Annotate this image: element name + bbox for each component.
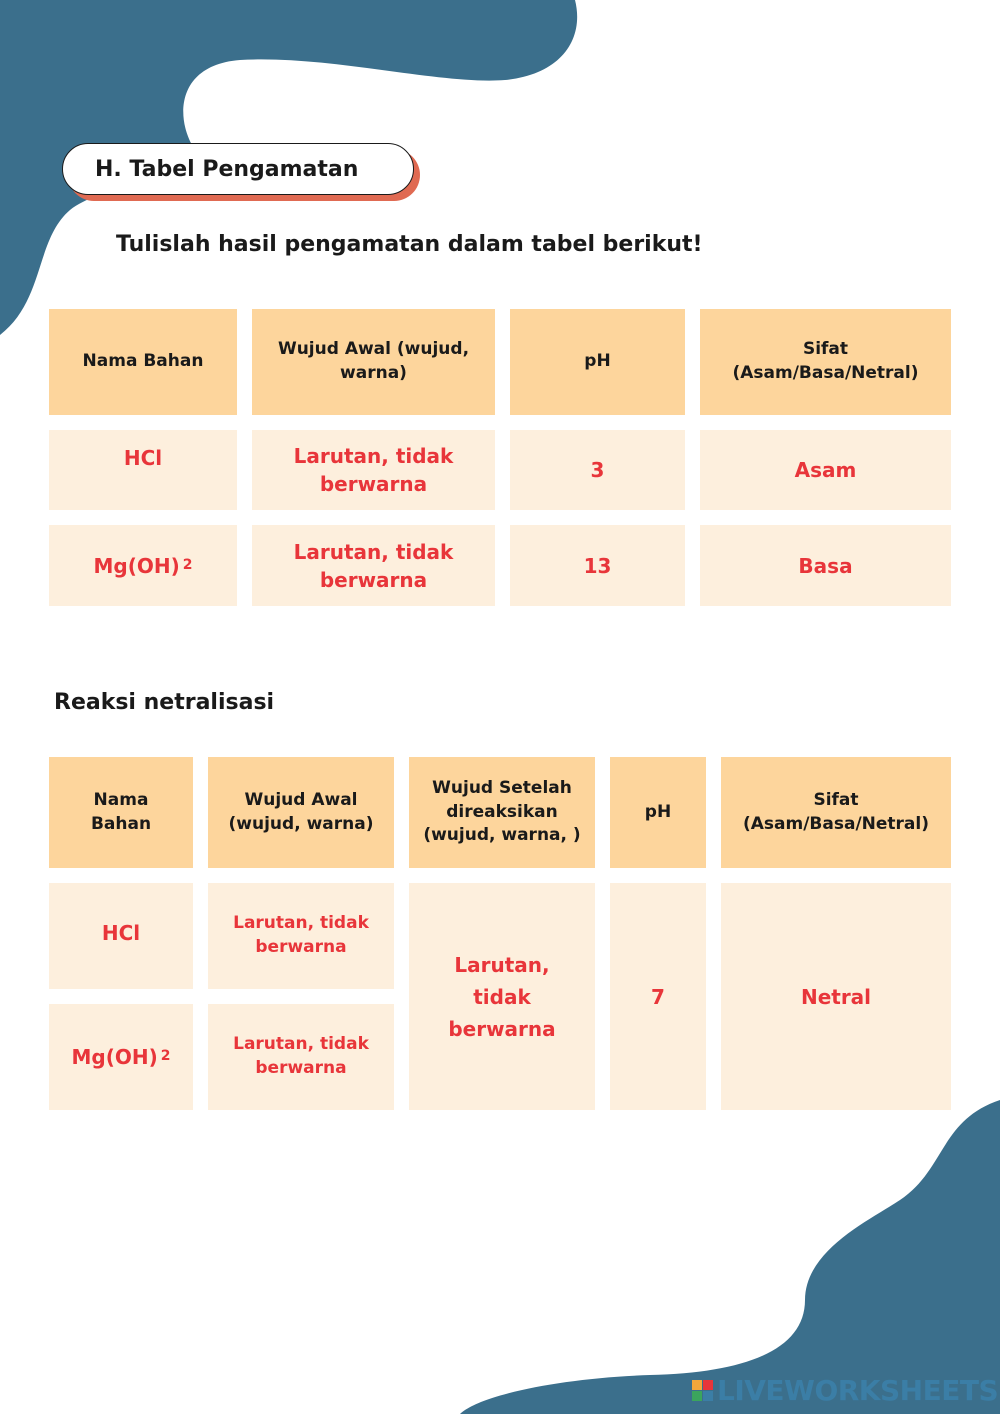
subtitle-reaksi: Reaksi netralisasi xyxy=(54,690,275,715)
cell-ph-hcl: 3 xyxy=(510,430,685,510)
header-wujud-awal: Wujud Awal (wujud, warna) xyxy=(208,757,394,868)
liveworksheets-logo xyxy=(692,1374,998,1407)
formula-text: Mg(OH) xyxy=(71,1045,158,1069)
formula-text: Mg(OH) xyxy=(93,553,180,578)
cell-nama-bahan-hcl xyxy=(49,430,237,510)
section-title: H. Tabel Pengamatan xyxy=(62,143,414,195)
header-sifat: Sifat (Asam/Basa/Netral) xyxy=(721,757,951,868)
cell-ph-merged: 7 xyxy=(610,883,706,1110)
header-ph: pH xyxy=(510,309,685,415)
header-wujud-awal: Wujud Awal (wujud, warna) xyxy=(252,309,495,415)
formula-text: HCl xyxy=(123,446,163,470)
formula-subscript: 2 xyxy=(182,556,193,573)
header-sifat: Sifat (Asam/Basa/Netral) xyxy=(700,309,951,415)
header-nama-bahan: Nama Bahan xyxy=(49,309,237,415)
cell-ph-mgoh2: 13 xyxy=(510,525,685,606)
instruction-text: Tulislah hasil pengamatan dalam tabel berikut! xyxy=(116,232,703,257)
cell-nama-bahan-mgoh2 xyxy=(49,1004,193,1110)
cell-sifat-merged: Netral xyxy=(721,883,951,1110)
logo-text: LIVEWORKSHEETS xyxy=(717,1374,999,1407)
header-wujud-setelah: Wujud Setelah direaksikan (wujud, warna, ) xyxy=(409,757,595,868)
cell-nama-bahan-mgoh2 xyxy=(49,525,237,606)
formula-subscript: 2 xyxy=(160,1048,171,1065)
section-title-pill xyxy=(62,143,416,197)
header-ph: pH xyxy=(610,757,706,868)
liveworksheets-grid-icon xyxy=(692,1380,713,1401)
cell-wujud-setelah-merged: Larutan, tidak berwarna xyxy=(409,883,595,1110)
formula-text: HCl xyxy=(101,921,141,945)
cell-wujud-hcl: Larutan, tidak berwarna xyxy=(208,883,394,989)
cell-wujud-mgoh2: Larutan, tidak berwarna xyxy=(208,1004,394,1110)
cell-wujud-mgoh2: Larutan, tidak berwarna xyxy=(252,525,495,606)
cell-wujud-hcl: Larutan, tidak berwarna xyxy=(252,430,495,510)
header-nama-bahan: Nama Bahan xyxy=(49,757,193,868)
cell-sifat-hcl: Asam xyxy=(700,430,951,510)
cell-nama-bahan-hcl xyxy=(49,883,193,989)
cell-sifat-mgoh2: Basa xyxy=(700,525,951,606)
